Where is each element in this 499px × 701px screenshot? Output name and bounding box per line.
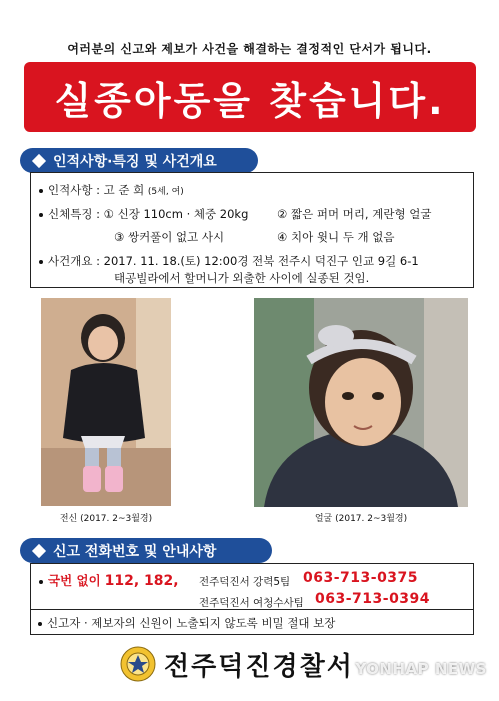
age-gender: (5세, 여) [147,187,184,197]
body-label: 신체특징 : [48,207,104,221]
bullet-icon [39,213,43,217]
diamond-icon [32,543,46,557]
footer [120,644,354,684]
case-summary-row [39,253,419,269]
face-illustration [254,298,468,507]
body-feature-1: ① 신장 110cm · 체중 20kg [103,207,249,221]
face-caption: 얼굴 (2017. 2~3월경) [314,514,408,524]
privacy-row [38,615,335,631]
emergency-numbers[interactable]: 112, 182, [104,573,179,589]
bullet-icon [38,622,42,626]
station-name: 전주덕진경찰서 [164,651,354,682]
title-banner [24,62,476,132]
body-feature-3: ③ 쌍커풀이 없고 사시 [114,230,225,244]
section-header-contact [20,538,272,563]
personal-label: 인적사항 : [48,183,104,197]
bullet-icon [39,580,43,584]
full-body-illustration [41,298,171,506]
section-title: 신고 전화번호 및 안내사항 [53,543,217,560]
dept-1: 전주덕진서 강력5팀 [199,576,291,588]
privacy-text: 신고자 · 제보자의 신원이 노출되지 않도록 비밀 절대 보장 [47,616,336,630]
bullet-icon [39,189,43,193]
body-features-row [39,206,248,222]
section-title: 인적사항·특징 및 사건개요 [53,153,217,170]
emergency-label: 국번 없이 [48,573,101,588]
full-body-caption: 전신 (2017. 2~3월경) [59,514,153,524]
face-photo [254,298,468,507]
body-feature-4: ④ 치아 윗니 두 개 없음 [277,230,395,244]
dept-2: 전주덕진서 여청수사팀 [199,597,304,609]
phone-2[interactable]: 063-713-0394 [315,591,431,607]
details-box [30,172,474,288]
case-line-1: 2017. 11. 18.(토) 12:00경 전북 전주시 덕진구 인교 9길 6-1 [103,254,419,268]
child-name: 고 준 희 [103,183,145,197]
police-emblem-icon [120,646,156,682]
privacy-box [30,609,474,635]
intro-text: 여러분의 신고와 제보가 사건을 해결하는 결정적인 단서가 됩니다. [67,42,432,56]
body-feature-2: ② 짧은 퍼머 머리, 계란형 얼굴 [277,207,432,221]
emergency-row [39,571,179,589]
banner-title: 실종아동을 찾습니다. [54,78,446,123]
personal-info-row [39,182,184,198]
yonhap-watermark: YONHAP NEWS [355,660,487,678]
case-line-2: 태공빌라에서 할머니가 외출한 사이에 실종된 것임. [114,271,370,285]
diamond-icon [32,153,46,167]
full-body-photo [41,298,171,506]
bullet-icon [39,260,43,264]
section-header-details [20,148,258,173]
phone-1[interactable]: 063-713-0375 [303,570,419,586]
case-label: 사건개요 : [48,254,104,268]
